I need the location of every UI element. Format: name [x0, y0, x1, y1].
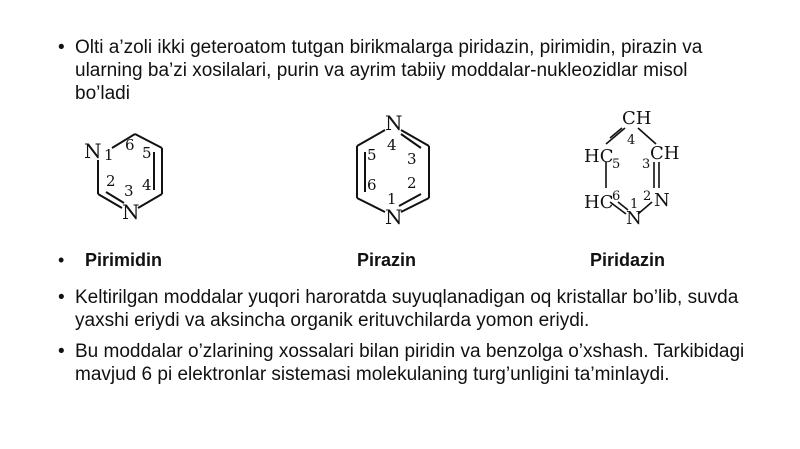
pyrimidine-structure [80, 118, 190, 228]
bullet-dot: • [58, 287, 65, 308]
num-2: 2 [407, 174, 417, 192]
num-1: 1 [630, 197, 639, 212]
atom-n1: N [626, 208, 642, 229]
num-5: 5 [367, 146, 377, 164]
compound-names-row [0, 250, 800, 274]
num-4: 4 [627, 133, 636, 148]
name-pyrimidine: Pirimidin [85, 250, 163, 270]
num-6: 6 [125, 136, 135, 154]
num-2: 2 [643, 189, 652, 204]
num-4: 4 [387, 136, 397, 154]
num-4: 4 [142, 176, 152, 194]
bullet-similarity [58, 340, 755, 386]
atom-hc5: HC [584, 146, 614, 167]
bullet-similarity-text: Bu moddalar o’zlarining xossalari bilan piridin va benzolga o’xshash. Tarkibidagi mavjud 6 pi elektronlar sistemasi molekulaning turg’unligini ta’minlaydi. [75, 341, 745, 385]
bullet-intro [58, 36, 735, 105]
num-6: 6 [367, 176, 377, 194]
atom-n3: N [122, 200, 140, 224]
num-3: 3 [642, 157, 651, 172]
atom-ch3: CH [650, 143, 680, 164]
atom-hc6: HC [584, 192, 614, 213]
atom-n2: N [654, 190, 670, 211]
num-1: 1 [387, 190, 397, 208]
bullet-properties [58, 286, 755, 332]
num-2: 2 [106, 172, 116, 190]
bullet-dot: • [58, 37, 65, 58]
pyrazine-structure [345, 108, 445, 228]
num-6: 6 [612, 189, 621, 204]
num-3: 3 [407, 150, 417, 168]
atom-n4: N [385, 111, 403, 135]
num-1: 1 [104, 146, 114, 164]
num-5: 5 [612, 157, 621, 172]
bullet-dot: • [58, 250, 65, 270]
pyridazine-structure [580, 104, 690, 229]
num-3: 3 [124, 182, 134, 200]
bullet-dot: • [58, 341, 65, 362]
bullet-properties-text: Keltirilgan moddalar yuqori haroratda suyuqlanadigan oq kristallar bo’lib, suvda yaxshi eriydi va aksincha organik erituvchilarda yomon eriydi. [75, 287, 739, 331]
name-pyrazine: Pirazin [357, 250, 417, 270]
name-pyridazine: Piridazin [590, 250, 666, 270]
atom-n1: N [84, 139, 102, 163]
bullet-intro-text: Olti a’zoli ikki geteroatom tutgan birikmalarga piridazin, pirimidin, pirazin va ularning ba’zi xosilalari, purin va ayrim tabiiy moddalar-nukleozidlar misol bo’ladi [75, 37, 703, 104]
num-5: 5 [142, 144, 152, 162]
atom-ch4: CH [622, 108, 652, 129]
atom-n1: N [385, 205, 403, 228]
